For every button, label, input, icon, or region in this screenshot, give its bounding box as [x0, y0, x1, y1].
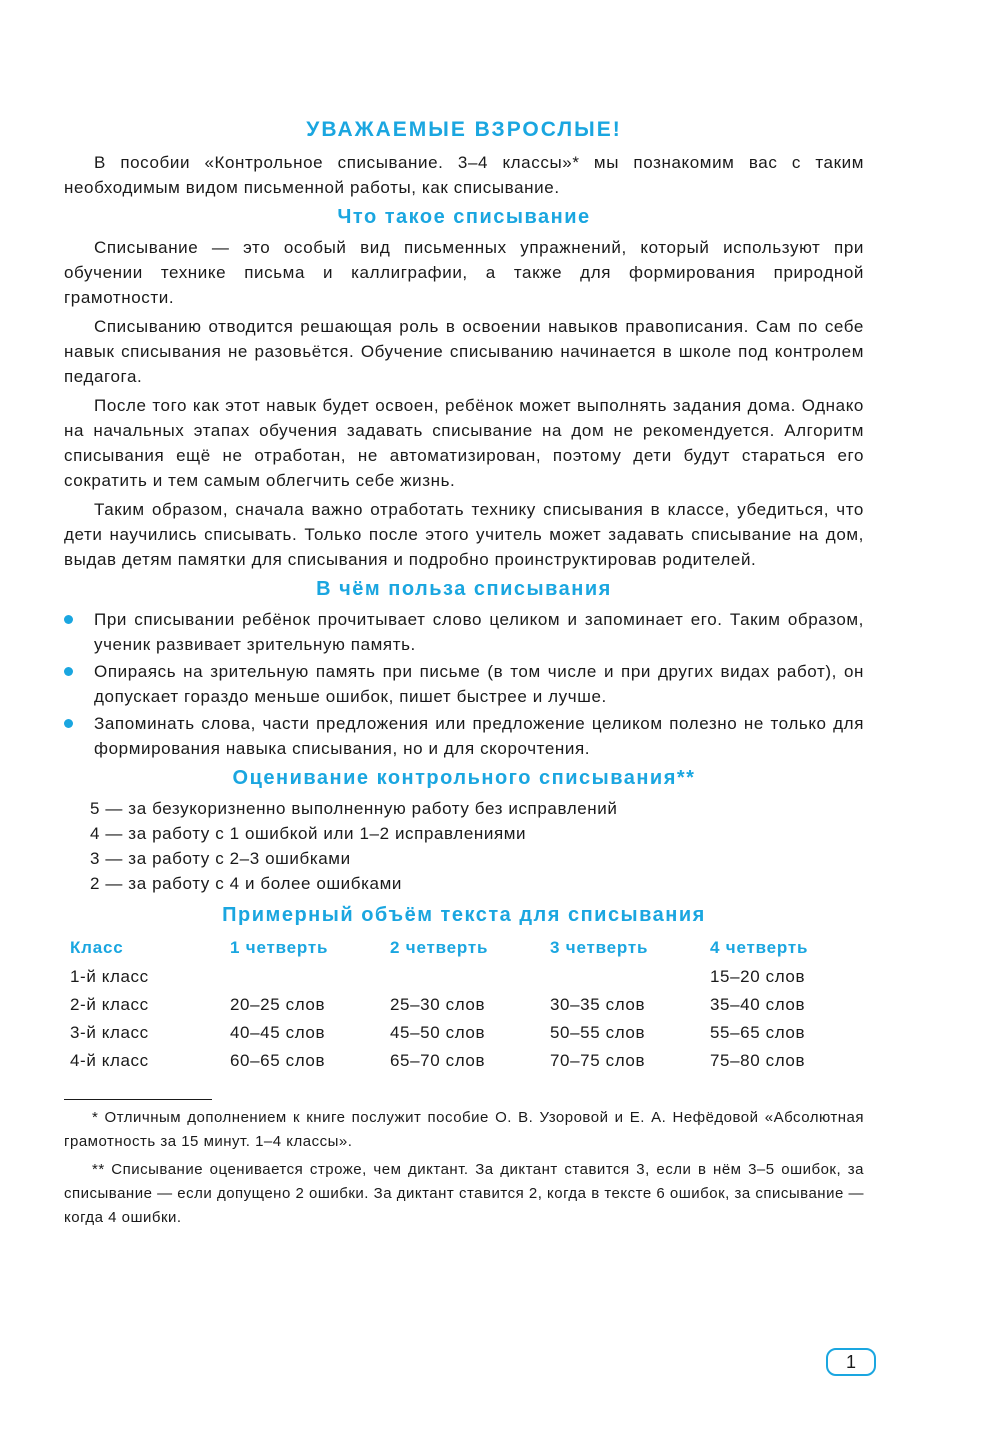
list-item-text: Запоминать слова, части предложения или предложение целиком полезно не только для формирования навыка списывания, но и для скорочтения.: [94, 714, 864, 758]
table-cell: 4-й класс: [70, 1051, 149, 1070]
grade-line: 4 — за работу с 1 ошибкой или 1–2 исправлениями: [90, 824, 527, 843]
paragraph: Списыванию отводится решающая роль в освоении навыков правописания. Сам по себе навык списывания не разовьётся. Обучение списыванию начинается в школе под контролем педагога.: [64, 317, 864, 386]
table-cell: 25–30 слов: [390, 995, 486, 1014]
grade-line: 5 — за безукоризненно выполненную работу без исправлений: [90, 799, 618, 818]
table-cell: 15–20 слов: [710, 967, 806, 986]
footnote: * Отличным дополнением к книге послужит пособие О. В. Узоровой и Е. А. Нефёдовой «Абсолютная грамотность за 15 минут. 1–4 классы».: [64, 1109, 864, 1150]
table-cell: 40–45 слов: [230, 1023, 326, 1042]
table-cell: 30–35 слов: [550, 995, 646, 1014]
page-content: [64, 118, 864, 1234]
table-cell: 3-й класс: [70, 1023, 149, 1042]
list-item: [64, 659, 864, 709]
list-item: [64, 607, 864, 657]
table-cell: 50–55 слов: [550, 1023, 646, 1042]
grade-line: 3 — за работу с 2–3 ошибками: [90, 849, 351, 868]
table-cell: 35–40 слов: [710, 995, 806, 1014]
table-cell: 45–50 слов: [390, 1023, 486, 1042]
section-heading-what-is: Что такое списывание: [337, 206, 591, 228]
column-header: 4 четверть: [710, 938, 809, 957]
table-row: [64, 1019, 860, 1047]
intro-paragraph: В пособии «Контрольное списывание. 3–4 классы»* мы познакомим вас с таким необходимым видом письменной работы, как списывание.: [64, 153, 864, 197]
page-number: 1: [826, 1348, 876, 1376]
table-row: [64, 991, 860, 1019]
table-cell: 55–65 слов: [710, 1023, 806, 1042]
table-row: [64, 963, 860, 991]
table-cell: 20–25 слов: [230, 995, 326, 1014]
section-heading-volume: Примерный объём текста для списывания: [222, 904, 706, 926]
table-cell: 60–65 слов: [230, 1051, 326, 1070]
benefit-list: [64, 607, 864, 761]
bullet-dot-icon: [64, 615, 73, 624]
column-header: 1 четверть: [230, 938, 329, 957]
column-header: 2 четверть: [390, 938, 489, 957]
bullet-dot-icon: [64, 719, 73, 728]
column-header: Класс: [70, 938, 124, 957]
column-header: 3 четверть: [550, 938, 649, 957]
section-heading-benefit: В чём польза списывания: [316, 578, 612, 600]
page-title: УВАЖАЕМЫЕ ВЗРОСЛЫЕ!: [306, 118, 622, 141]
table-cell: [230, 963, 390, 991]
paragraph: Таким образом, сначала важно отработать технику списывания в классе, убедиться, что дети научились списывать. Только после этого учитель может задавать списывание на дом, выдав детям памятки для списывания и подробно проинструктировав родителей.: [64, 500, 864, 569]
section-heading-grading: Оценивание контрольного списывания**: [232, 767, 696, 789]
table-cell: [390, 963, 550, 991]
table-header-row: [64, 933, 860, 963]
table-row: [64, 1047, 860, 1075]
footnote-divider: [64, 1099, 212, 1100]
table-cell: 1-й класс: [70, 967, 149, 986]
table-cell: 2-й класс: [70, 995, 149, 1014]
footnote: ** Списывание оценивается строже, чем диктант. За диктант ставится 3, если в нём 3–5 ошибок, за списывание — если допущено 2 ошибки. За диктант ставится 2, когда в тексте 6 ошибок, за списывание — когда 4 ошибки.: [64, 1161, 864, 1226]
table-cell: 65–70 слов: [390, 1051, 486, 1070]
table-cell: 75–80 слов: [710, 1051, 806, 1070]
table-cell: 70–75 слов: [550, 1051, 646, 1070]
volume-table: [64, 933, 860, 1075]
table-cell: [550, 963, 710, 991]
paragraph: После того как этот навык будет освоен, ребёнок может выполнять задания дома. Однако на начальных этапах обучения задавать списывание на дом не рекомендуется. Алгоритм списывания ещё не отработан, не автоматизирован, поэтому дети будут стараться его сократить и тем самым облегчить себе жизнь.: [64, 396, 864, 490]
grading-list: [90, 796, 864, 896]
grade-line: 2 — за работу с 4 и более ошибками: [90, 874, 402, 893]
list-item-text: Опираясь на зрительную память при письме (в том числе и при других видах работ), он допускает гораздо меньше ошибок, пишет быстрее и лучше.: [94, 662, 864, 706]
list-item: [64, 711, 864, 761]
paragraph: Списывание — это особый вид письменных упражнений, который используют при обучении технике письма и каллиграфии, а также для формирования природной грамотности.: [64, 238, 864, 307]
list-item-text: При списывании ребёнок прочитывает слово целиком и запоминает его. Таким образом, ученик развивает зрительную память.: [94, 610, 864, 654]
bullet-dot-icon: [64, 667, 73, 676]
